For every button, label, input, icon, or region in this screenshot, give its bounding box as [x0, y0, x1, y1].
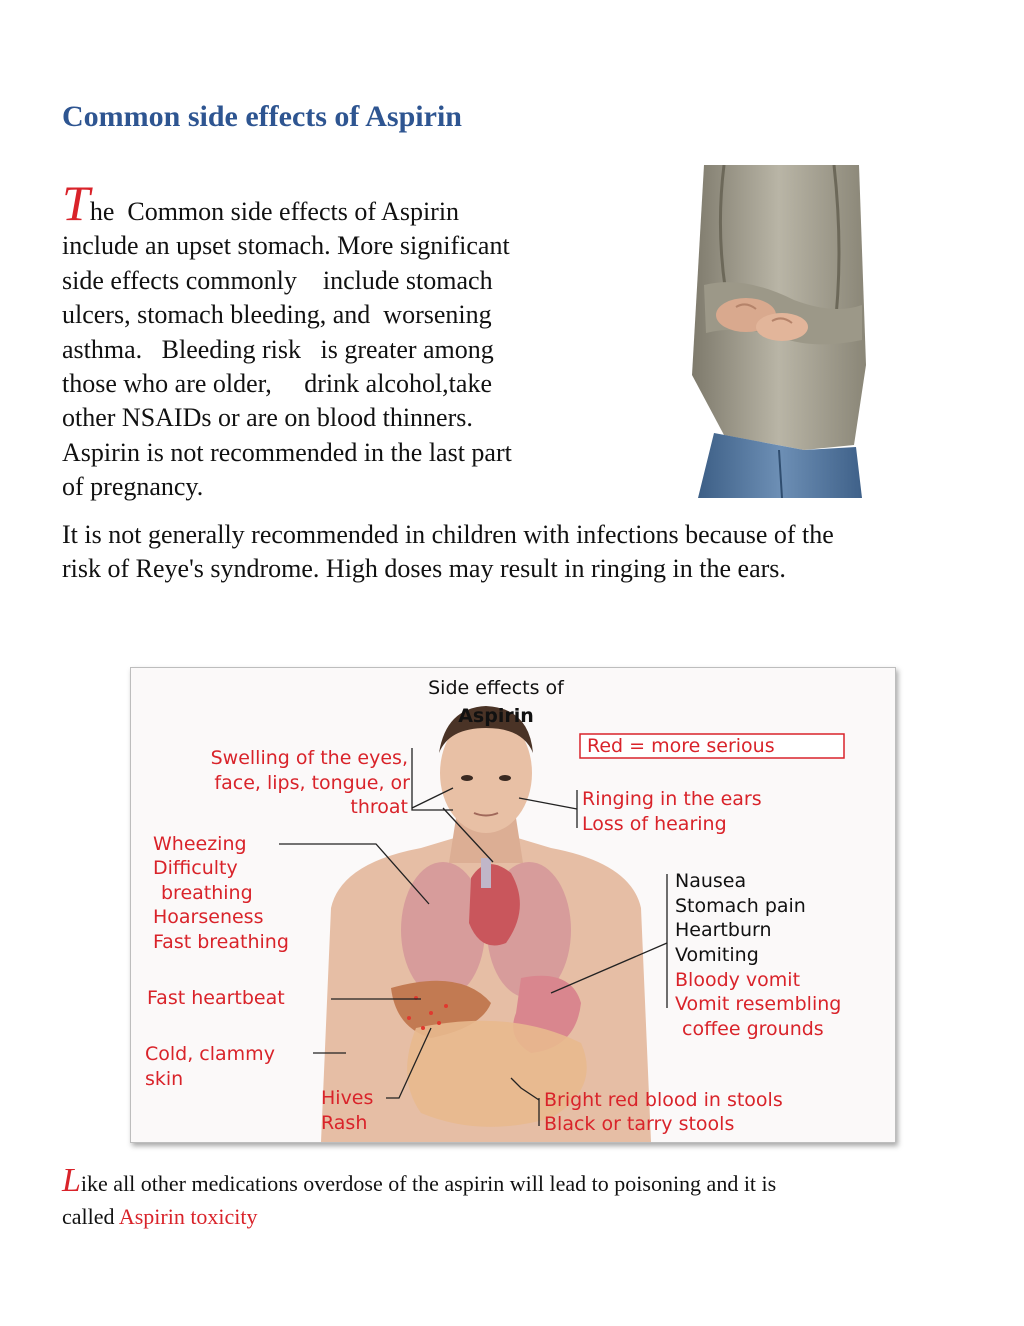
- reye-syndrome-paragraph: [62, 518, 992, 587]
- side-effects-diagram: [130, 667, 896, 1143]
- intro-line: asthma. Bleeding risk is greater among: [62, 334, 494, 364]
- intro-line: other NSAIDs or are on blood thinners.: [62, 403, 473, 433]
- diagram-label: Black or tarry stools: [544, 1113, 735, 1135]
- paragraph-line: It is not generally recommended in children with infections because of the: [62, 520, 834, 549]
- stomach-pain-photo: [684, 165, 874, 498]
- intro-line: of pregnancy.: [62, 472, 204, 502]
- diagram-label: Vomit resembling: [675, 993, 842, 1015]
- intro-line: those who are older, drink alcohol,take: [62, 369, 492, 399]
- diagram-label: skin: [145, 1068, 184, 1090]
- page-title: Common side effects of Aspirin: [62, 100, 462, 133]
- diagram-title: Aspirin: [458, 705, 534, 727]
- diagram-label: Nausea: [675, 870, 747, 892]
- diagram-label: Difficulty: [153, 857, 238, 879]
- outro-paragraph: [62, 1164, 992, 1233]
- diagram-label: Swelling of the eyes,: [210, 747, 408, 769]
- intro-line: include an upset stomach. More significant: [62, 231, 510, 261]
- diagram-label: Rash: [321, 1112, 368, 1134]
- diagram-label: Wheezing: [153, 833, 247, 855]
- intro-line: Aspirin is not recommended in the last part: [62, 437, 512, 467]
- diagram-label: Hoarseness: [153, 906, 264, 928]
- intro-paragraph: [62, 175, 622, 505]
- diagram-label: Ringing in the ears: [582, 788, 762, 810]
- side-effects-diagram-svg: [131, 668, 895, 1142]
- intro-line: ulcers, stomach bleeding, and worsening: [62, 300, 492, 330]
- outro-line: called Aspirin toxicity: [62, 1204, 258, 1229]
- diagram-label: breathing: [161, 882, 253, 904]
- diagram-label: Bright red blood in stools: [544, 1089, 783, 1111]
- diagram-label: Bloody vomit: [675, 969, 801, 991]
- person-clutching-stomach-illustration: [684, 165, 874, 498]
- drop-cap: L: [62, 1162, 81, 1199]
- diagram-label: Hives: [321, 1087, 374, 1109]
- diagram-label: Stomach pain: [675, 895, 806, 917]
- intro-line: The Common side effects of Aspirin: [62, 175, 460, 231]
- diagram-label: Fast heartbeat: [147, 987, 285, 1009]
- legend-text: Red = more serious: [587, 735, 775, 757]
- diagram-label: throat: [350, 796, 408, 818]
- diagram-subtitle: Side effects of: [428, 677, 564, 699]
- diagram-label: face, lips, tongue, or: [214, 772, 410, 794]
- diagram-label: coffee grounds: [682, 1018, 824, 1040]
- paragraph-line: risk of Reye's syndrome. High doses may result in ringing in the ears.: [62, 554, 786, 584]
- drop-cap: T: [62, 175, 90, 231]
- diagram-label: Cold, clammy: [145, 1043, 275, 1065]
- outro-line: Like all other medications overdose of the aspirin will lead to poisoning and it is: [62, 1162, 777, 1199]
- aspirin-toxicity-highlight: Aspirin toxicity: [118, 1204, 258, 1229]
- diagram-label: Loss of hearing: [582, 813, 727, 835]
- diagram-label: Fast breathing: [153, 931, 289, 953]
- diagram-label: Vomiting: [675, 944, 759, 966]
- intro-line: side effects commonly include stomach: [62, 265, 493, 295]
- diagram-label: Heartburn: [675, 919, 772, 941]
